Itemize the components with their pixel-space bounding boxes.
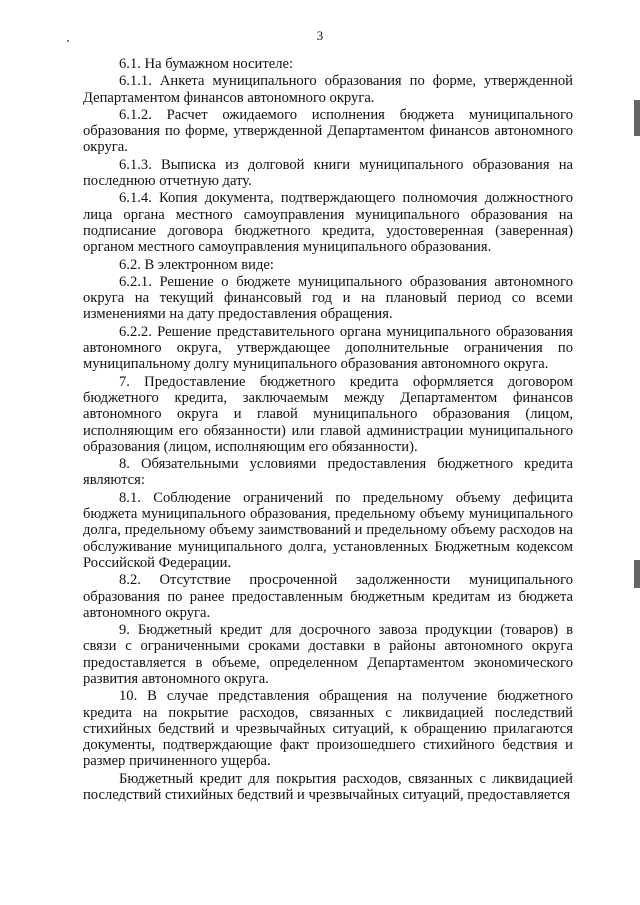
scan-edge-mark	[634, 100, 640, 136]
paragraph: 6.1.4. Копия документа, подтверждающего полномочия должностного лица органа местного самоуправления муниципального образования на подписание договора бюджетного кредита, удостоверенная (заверенная) органом местного самоуправления муниципального образования.	[83, 190, 573, 256]
paragraph: 8.2. Отсутствие просроченной задолженности муниципального образования по ранее предоставленным бюджетным кредитам из бюджета автономного округа.	[83, 572, 573, 621]
scan-edge-mark	[634, 560, 640, 588]
paragraph: 6.1. На бумажном носителе:	[119, 56, 294, 72]
paragraph: 6.2.2. Решение представительного органа муниципального образования автономного округа, утверждающее дополнительные ограничения по муниципальному долгу муниципального образования автономного округа.	[83, 323, 573, 373]
paragraph: 6.1.1. Анкета муниципального образования по форме, утвержденной Департаментом финансов автономного округа.	[83, 73, 573, 106]
paragraph: 7. Предоставление бюджетного кредита оформляется договором бюджетного кредита, заключаемым между Департаментом финансов автономного округа и главой муниципального образования (лицом, исполняющим его обязанности) или главой администрации муниципального образования (лицом, исполняющим его обязанности).	[83, 373, 573, 455]
paragraph: 9. Бюджетный кредит для досрочного завоза продукции (товаров) в связи с ограниченными сроками доставки в районы автономного округа предоставляется в объеме, определенном Департаментом экономического развития автономного округа.	[83, 622, 573, 687]
paragraph: 8.1. Соблюдение ограничений по предельному объему дефицита бюджета муниципального образования, предельному объему муниципального долга, предельному объему заимствований и предельному объему расходов на обслуживание муниципального долга, установленных Бюджетным кодексом Российской Федерации.	[83, 489, 573, 571]
paragraph: 6.1.3. Выписка из долговой книги муниципального образования на последнюю отчетную дату.	[83, 156, 573, 190]
paragraph: Бюджетный кредит для покрытия расходов, связанных с ликвидацией последствий стихийных бедствий и чрезвычайных ситуаций, предоставляется	[83, 770, 573, 804]
paragraph: 6.2.1. Решение о бюджете муниципального образования автономного округа на текущий финансовый год и на плановый период со всеми изменениями на дату предоставления обращения.	[83, 273, 573, 323]
paragraph: 10. В случае представления обращения на получение бюджетного кредита на покрытие расходов, связанных с ликвидацией последствий стихийных бедствий и чрезвычайных ситуаций, к обращению прилагаются документы, подтверждающие факт произошедшего стихийного бедствия и размер причиненного ущерба.	[83, 688, 573, 770]
paragraph: 6.2. В электронном виде:	[119, 256, 274, 273]
page-number: 3	[316, 28, 324, 43]
paragraph: 8. Обязательными условиями предоставления бюджетного кредита являются:	[83, 456, 573, 489]
paragraph: 6.1.2. Расчет ожидаемого исполнения бюджета муниципального образования по форме, утвержденной Департаментом финансов автономного округа.	[83, 106, 573, 156]
document-body	[83, 56, 573, 804]
